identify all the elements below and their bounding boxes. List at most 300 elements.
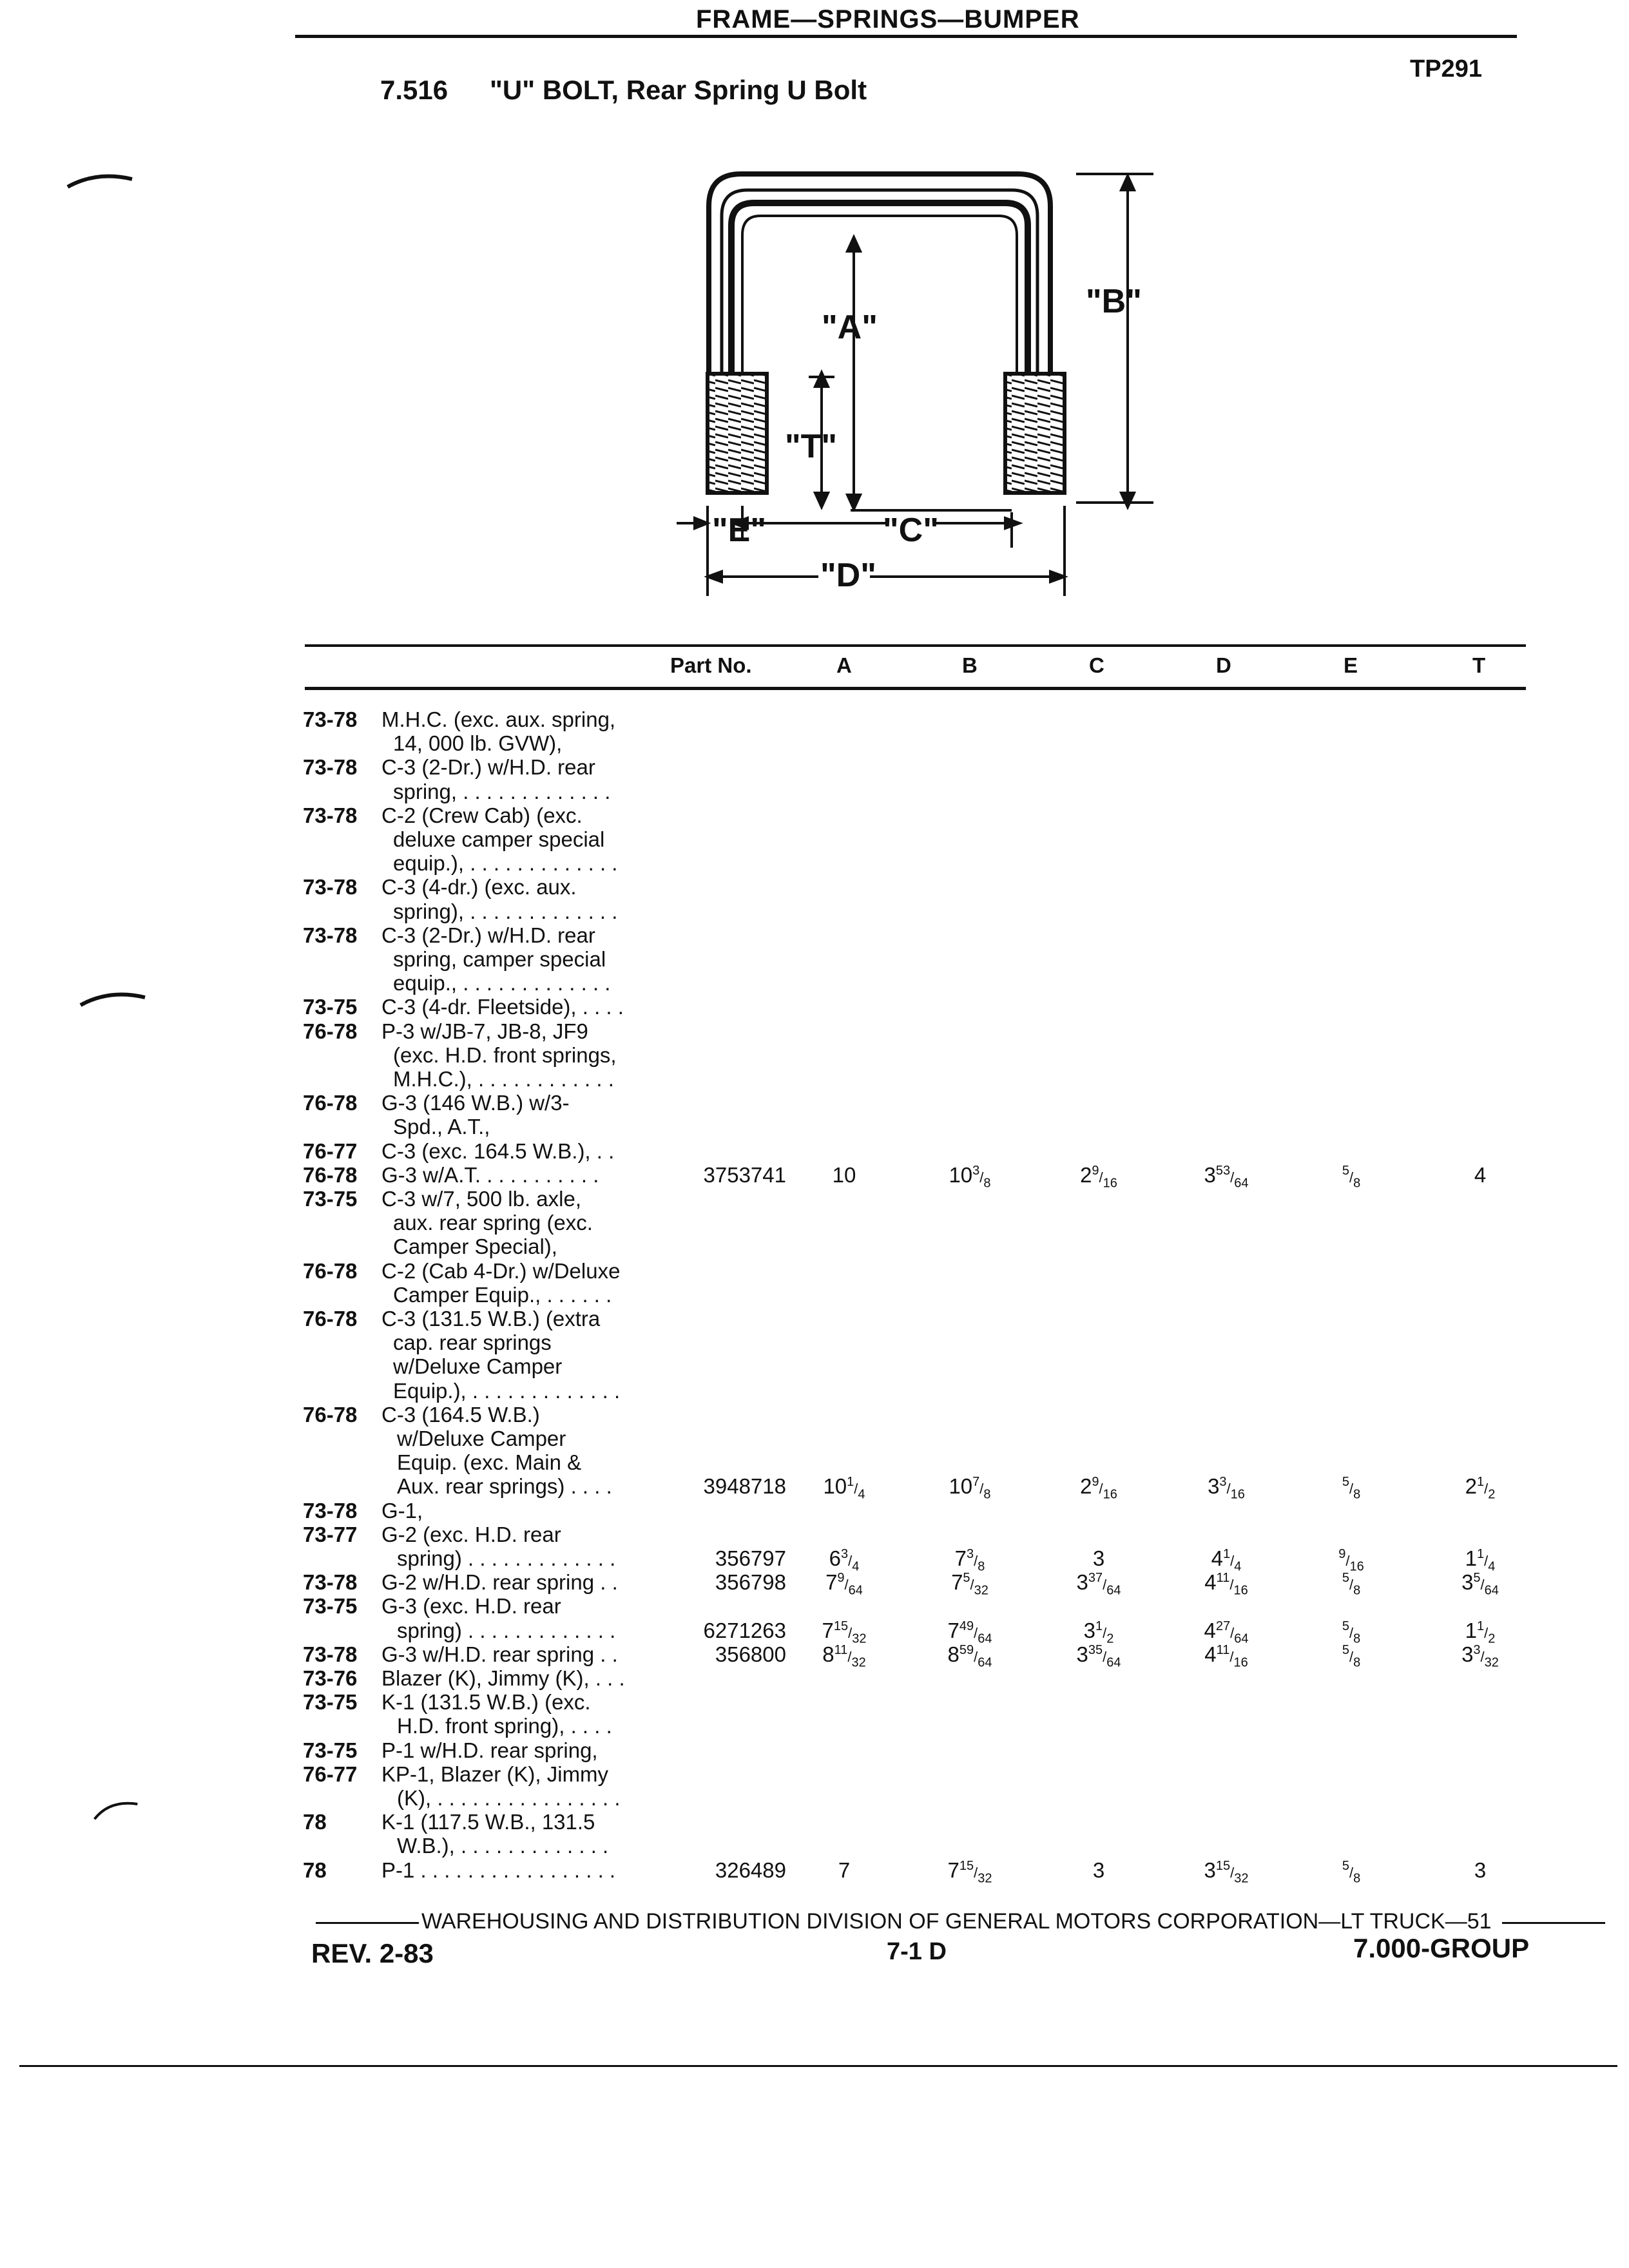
application-description: K-1 (131.5 W.B.) (exc. [381,1690,591,1715]
table-row [303,1043,1527,1067]
table-row [303,1354,1527,1378]
whole-part: 3 [1092,1858,1105,1882]
application-description: H.D. front spring), . . . . [397,1714,612,1738]
col-header-a: A [836,653,852,677]
application-description: G-3 w/H.D. rear spring . . [381,1642,618,1666]
denominator: 16 [1103,1487,1117,1502]
whole-part: 1 [1465,1546,1477,1570]
denominator: 4 [1488,1559,1496,1574]
application-description: C-3 w/7, 500 lb. axle, [381,1187,581,1211]
denominator: 64 [848,1583,863,1598]
fraction-slash: / [1103,1624,1107,1641]
footer-text: WAREHOUSING AND DISTRIBUTION DIVISION OF GENERAL MOTORS CORPORATION—LT TRUCK—51 [421,1909,1492,1934]
table-row [303,1307,1527,1331]
table-row [303,780,1527,803]
application-description: G-2 w/H.D. rear spring . . [381,1570,618,1595]
application-description: aux. rear spring (exc. [393,1211,593,1235]
label-a: "A" [822,309,878,346]
fraction-slash: / [1349,1577,1354,1593]
table-row [303,755,1527,779]
table-row [303,1714,1527,1738]
header-rule [295,35,1517,38]
denominator: 32 [852,1631,867,1646]
numerator: 9 [837,1571,845,1586]
numerator: 3 [840,1547,849,1561]
application-description: Blazer (K), Jimmy (K), . . . [381,1666,625,1690]
denominator: 16 [1233,1655,1248,1670]
table-row [303,1666,1527,1690]
table-row [303,1786,1527,1810]
model-years: 73-77 [303,1522,358,1546]
fraction-slash: / [1230,1553,1235,1569]
denominator: 64 [978,1655,992,1670]
table-row [303,1019,1527,1043]
table-row [303,1259,1527,1283]
numerator: 1 [847,1475,854,1490]
application-description: Equip.), . . . . . . . . . . . . . [393,1378,621,1403]
table-row [303,1450,1527,1474]
model-years: 73-76 [303,1666,358,1690]
fraction-slash: / [1103,1577,1107,1593]
part-number: 356800 [715,1642,786,1666]
fraction-slash: / [979,1169,984,1186]
whole-part: 7 [947,1858,959,1882]
model-years: 73-78 [303,755,358,780]
denominator: 8 [1353,1176,1361,1191]
denominator: 64 [1484,1583,1499,1598]
table-row [303,971,1527,995]
denominator: 8 [983,1487,991,1502]
numerator: 1 [1095,1619,1103,1633]
fraction-slash: / [974,1553,978,1569]
model-years: 78 [303,1858,327,1882]
numerator: 5 [1473,1571,1481,1586]
denominator: 2 [1488,1631,1496,1646]
denominator: 16 [1103,1176,1117,1191]
page-bottom-rule [19,2065,1617,2067]
fraction-slash: / [848,1553,853,1569]
application-description: C-3 (131.5 W.B.) (extra [381,1307,601,1331]
fraction-slash: / [974,1864,978,1881]
model-years: 73-75 [303,1594,358,1619]
model-years: 73-75 [303,995,358,1019]
whole-part: 4 [1474,1162,1487,1187]
running-head: FRAME—SPRINGS—BUMPER [696,5,1080,34]
denominator: 64 [1106,1655,1121,1670]
model-years: 76-78 [303,1402,358,1427]
application-description: P-1 . . . . . . . . . . . . . . . . . [381,1858,616,1882]
table-row [303,947,1527,971]
part-number: 3753741 [703,1162,786,1187]
table-row [303,1283,1527,1307]
left-threaded-leg [708,374,767,493]
model-years: 73-75 [303,1187,358,1211]
table-row [303,1690,1527,1714]
whole-part: 7 [822,1618,834,1642]
dimension-c [1044,1546,1153,1571]
model-years: 76-78 [303,1019,358,1043]
denominator: 64 [1234,1176,1249,1191]
application-description: W.B.), . . . . . . . . . . . . . [397,1834,609,1858]
fraction-slash: / [847,1648,852,1665]
table-row [303,1139,1527,1163]
numerator: 5 [1342,1475,1349,1490]
application-description: C-3 (2-Dr.) w/H.D. rear [381,755,595,780]
col-header-b: B [962,653,978,677]
table-row [303,1187,1527,1211]
table-row [303,1570,1527,1598]
numerator: 11 [1216,1642,1230,1657]
numerator: 15 [833,1619,849,1633]
numerator: 9 [1092,1475,1099,1490]
dimension-e [1296,1858,1406,1887]
application-description: C-3 (2-Dr.) w/H.D. rear [381,923,595,947]
application-description: Camper Equip., . . . . . . [393,1282,612,1307]
whole-part: 10 [832,1162,856,1187]
numerator: 1 [1476,1475,1485,1490]
table-row [303,1211,1527,1235]
fraction-slash: / [974,1624,978,1641]
application-description: G-3 (exc. H.D. rear [381,1594,561,1619]
whole-part: 1 [1465,1618,1477,1642]
application-description: C-3 (4-dr.) (exc. aux. [381,875,577,899]
revision-label: REV. 2-83 [311,1938,434,1968]
numerator: 7 [972,1475,980,1490]
col-header-part-no: Part No. [670,653,752,677]
denominator: 2 [1106,1631,1114,1646]
table-row [303,1618,1527,1646]
whole-part: 4 [1211,1546,1223,1570]
denominator: 8 [978,1559,985,1574]
table-row [303,875,1527,899]
fraction-slash: / [1345,1553,1350,1569]
whole-part: 2 [1465,1474,1477,1499]
table-row [303,1162,1527,1191]
numerator: 3 [1219,1475,1227,1490]
application-description: G-2 (exc. H.D. rear [381,1522,561,1546]
model-years: 76-78 [303,1091,358,1115]
numerator: 35 [1088,1642,1103,1657]
table-row [303,1403,1527,1427]
whole-part: 3 [1208,1474,1220,1499]
whole-part: 2 [1080,1474,1092,1499]
denominator: 32 [1484,1655,1499,1670]
label-b: "B" [1086,283,1142,320]
table-row [303,707,1527,731]
numerator: 15 [1215,1858,1231,1873]
application-description: (K), . . . . . . . . . . . . . . . . [397,1786,621,1810]
footer-line [316,1909,1605,1934]
application-description: w/Deluxe Camper [397,1427,566,1450]
model-years: 76-77 [303,1762,358,1786]
application-description: P-1 w/H.D. rear spring, [381,1738,598,1762]
application-description: G-1, [381,1498,423,1523]
application-description: spring) . . . . . . . . . . . . . [397,1618,616,1642]
denominator: 32 [974,1583,988,1598]
denominator: 8 [983,1176,991,1191]
table-row [303,1379,1527,1403]
table-row [303,1834,1527,1858]
table-row [303,803,1527,827]
numerator: 11 [1216,1571,1230,1586]
fraction-slash: / [1099,1481,1103,1497]
fraction-slash: / [1484,1624,1489,1641]
numerator: 15 [959,1858,974,1873]
fraction-slash: / [1229,1648,1234,1665]
whole-part: 4 [1204,1570,1217,1595]
application-description: C-3 (exc. 164.5 W.B.), . . [381,1139,615,1163]
application-description: 14, 000 lb. GVW), [393,731,563,756]
fraction-slash: / [1484,1553,1489,1569]
denominator: 8 [1353,1487,1361,1502]
part-number: 356797 [715,1546,786,1570]
application-description: Aux. rear springs) . . . . [397,1474,612,1499]
right-threaded-leg [1005,374,1065,493]
numerator: 5 [1342,1163,1349,1178]
application-description: P-3 w/JB-7, JB-8, JF9 [381,1019,588,1043]
application-description: spring, camper special [393,947,606,971]
model-years: 76-78 [303,1162,358,1187]
denominator: 16 [1230,1487,1245,1502]
model-years: 73-78 [303,803,358,827]
table-row [303,1546,1527,1574]
section-code: TP291 [1410,55,1482,82]
denominator: 32 [1234,1871,1249,1886]
table-row [303,1594,1527,1618]
model-years: 76-77 [303,1139,358,1163]
fraction-slash: / [974,1648,978,1665]
table-row [303,995,1527,1019]
col-header-d: D [1216,653,1231,677]
group-label: 7.000-GROUP [1353,1933,1530,1963]
fraction-slash: / [1230,1624,1235,1641]
whole-part: 3 [1092,1546,1105,1570]
application-description: C-2 (Crew Cab) (exc. [381,803,583,827]
application-description: M.H.C. (exc. aux. spring, [381,707,616,731]
dimension-t [1425,1163,1535,1187]
whole-part: 3 [1083,1618,1095,1642]
numerator: 11 [834,1642,848,1657]
numerator: 1 [1222,1547,1231,1561]
table-row [303,1810,1527,1834]
application-description: M.H.C.), . . . . . . . . . . . . [393,1067,614,1091]
numerator: 1 [1476,1547,1485,1561]
table-row [303,1762,1527,1786]
application-description: G-3 w/A.T. . . . . . . . . . . [381,1162,599,1187]
numerator: 3 [972,1163,980,1178]
table-row [303,1474,1527,1502]
whole-part: 3 [1076,1570,1088,1595]
fraction-slash: / [1484,1481,1489,1497]
numerator: 5 [1342,1858,1349,1873]
whole-part: 3 [1204,1858,1216,1882]
label-e: "E" [712,512,766,549]
fraction-slash: / [1349,1864,1354,1881]
application-description: G-3 (146 W.B.) w/3- [381,1091,570,1115]
whole-part: 8 [947,1642,959,1666]
fraction-slash: / [1226,1481,1231,1497]
fraction-slash: / [1480,1577,1485,1593]
denominator: 4 [852,1559,860,1574]
fraction-slash: / [970,1577,974,1593]
table-row [303,731,1527,755]
whole-part: 7 [838,1858,851,1882]
model-years: 73-75 [303,1738,358,1762]
table-row [303,1738,1527,1762]
dimension-a [789,1858,899,1883]
model-years: 73-75 [303,1690,358,1715]
whole-part: 6 [829,1546,841,1570]
application-description: KP-1, Blazer (K), Jimmy [381,1762,609,1786]
table-row [303,1091,1527,1115]
col-header-e: E [1344,653,1358,677]
table-row [303,1331,1527,1354]
table-header-rule [305,687,1526,690]
fraction-slash: / [844,1577,849,1593]
application-description: Spd., A.T., [393,1115,490,1139]
denominator: 4 [858,1487,865,1502]
fraction-slash: / [1349,1481,1354,1497]
application-description: Camper Special), [393,1235,557,1259]
table-row [303,1642,1527,1670]
u-bolt-shape [709,174,1050,374]
whole-part: 4 [1204,1642,1217,1666]
whole-part: 7 [951,1570,963,1595]
part-number: 356798 [715,1570,786,1595]
whole-part: 4 [1204,1618,1216,1642]
numerator: 5 [963,1571,970,1586]
fraction-slash: / [1480,1648,1485,1665]
application-description: Equip. (exc. Main & [397,1450,582,1475]
fraction-slash: / [1229,1577,1234,1593]
u-bolt-diagram [664,155,1153,619]
col-header-c: C [1089,653,1104,677]
binder-mark-bottom [81,1798,151,1823]
fraction-slash: / [1103,1648,1107,1665]
fraction-slash: / [979,1481,984,1497]
whole-part: 10 [949,1162,973,1187]
whole-part: 7 [954,1546,967,1570]
denominator: 8 [1353,1631,1361,1646]
application-description: equip.), . . . . . . . . . . . . . [393,851,618,876]
numerator: 3 [966,1547,974,1561]
page-number: 7-1 D [887,1938,947,1965]
model-years: 73-78 [303,923,358,947]
whole-part: 3 [1461,1642,1474,1666]
application-description: cap. rear springs [393,1331,552,1355]
label-d: "D" [820,557,876,594]
fraction-slash: / [1349,1169,1354,1186]
numerator: 3 [1473,1642,1481,1657]
denominator: 2 [1488,1487,1496,1502]
dimension-d [1171,1858,1281,1887]
whole-part: 3 [1461,1570,1474,1595]
section-title: "U" BOLT, Rear Spring U Bolt [490,75,867,105]
denominator: 16 [1233,1583,1248,1598]
denominator: 4 [1234,1559,1242,1574]
model-years: 76-78 [303,1258,358,1283]
part-number: 6271263 [703,1618,786,1642]
col-header-t: T [1472,653,1486,677]
model-years: 76-78 [303,1307,358,1331]
whole-part: 3 [1204,1162,1216,1187]
dimension-b [915,1858,1025,1887]
application-description: equip., . . . . . . . . . . . . . [393,971,611,995]
fraction-slash: / [1099,1169,1103,1186]
table-row [303,1858,1527,1886]
application-description: spring) . . . . . . . . . . . . . [397,1546,616,1570]
application-description: spring, . . . . . . . . . . . . . [393,779,611,803]
application-description: C-3 (4-dr. Fleetside), . . . . [381,995,624,1019]
denominator: 64 [1106,1583,1121,1598]
numerator: 53 [1215,1163,1231,1178]
application-description: w/Deluxe Camper [393,1354,563,1379]
table-row [303,923,1527,947]
table-row [303,851,1527,875]
application-description: (exc. H.D. front springs, [393,1043,617,1067]
numerator: 37 [1088,1571,1103,1586]
denominator: 8 [1353,1871,1361,1886]
label-t: "T" [785,428,838,465]
table-top-rule [305,644,1526,647]
whole-part: 7 [825,1570,838,1595]
application-description: C-3 (164.5 W.B.) [381,1402,540,1427]
dimension-a [789,1163,899,1187]
application-description: C-2 (Cab 4-Dr.) w/Deluxe [381,1258,621,1283]
whole-part: 3 [1076,1642,1088,1666]
denominator: 32 [978,1871,992,1886]
numerator: 49 [959,1619,974,1633]
application-description: spring), . . . . . . . . . . . . . [393,899,618,923]
model-years: 73-78 [303,707,358,731]
model-years: 73-78 [303,1498,358,1523]
part-number: 3948718 [703,1474,786,1499]
numerator: 5 [1342,1571,1349,1586]
model-years: 78 [303,1810,327,1834]
application-description: K-1 (117.5 W.B., 131.5 [381,1810,595,1834]
denominator: 8 [1353,1583,1361,1598]
table-row [303,1067,1527,1091]
model-years: 73-78 [303,1570,358,1595]
denominator: 64 [1234,1631,1249,1646]
numerator: 9 [1092,1163,1099,1178]
whole-part: 7 [947,1618,959,1642]
table-row [303,1523,1527,1546]
table-row [303,1115,1527,1139]
label-c: "C" [883,512,939,549]
part-number: 326489 [715,1858,786,1882]
table-row [303,1235,1527,1258]
fraction-slash: / [1349,1648,1354,1665]
whole-part: 3 [1474,1858,1487,1882]
numerator: 5 [1342,1642,1349,1657]
denominator: 8 [1353,1655,1361,1670]
binder-mark-top [64,168,135,193]
fraction-slash: / [854,1481,858,1497]
fraction-slash: / [1230,1864,1235,1881]
application-description: deluxe camper special [393,827,605,851]
table-row [303,899,1527,923]
whole-part: 10 [949,1474,973,1499]
fraction-slash: / [1230,1169,1235,1186]
table-row [303,1499,1527,1523]
fraction-slash: / [848,1624,853,1641]
section-number: 7.516 [380,75,448,105]
dimension-t [1425,1858,1535,1883]
whole-part: 2 [1080,1162,1092,1187]
numerator: 1 [1476,1619,1485,1633]
binder-mark-middle [77,986,148,1012]
